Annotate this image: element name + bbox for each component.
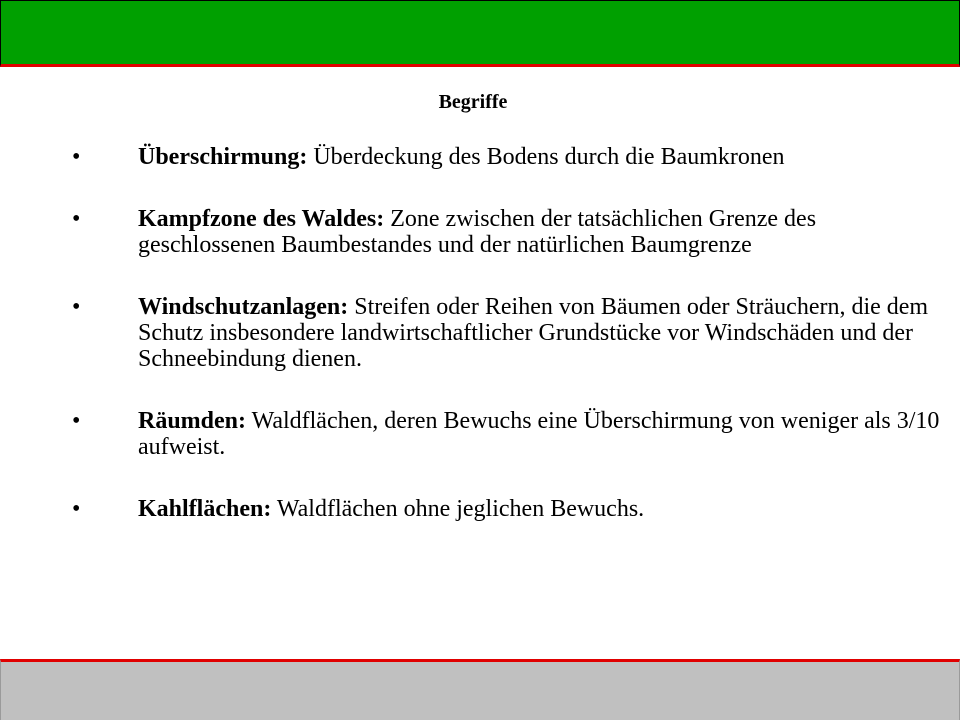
list-item — [72, 206, 942, 258]
term-label: Kahlflächen: — [138, 496, 272, 522]
term-label: Überschirmung: — [138, 144, 308, 170]
header-bar — [0, 0, 960, 67]
bullet-icon: • — [72, 496, 81, 522]
term-label: Kampfzone des Waldes: — [138, 206, 385, 232]
term-definition: Streifen oder Reihen von Bäumen oder Sträuchern, die dem Schutz insbesondere landwirtschaftlicher Grundstücke vor Windschäden und der Schneebindung dienen. — [138, 294, 929, 372]
term-definition: Waldflächen ohne jeglichen Bewuchs. — [271, 496, 645, 522]
footer-bar — [0, 659, 960, 720]
bullet-icon: • — [72, 294, 81, 320]
definition-list — [72, 144, 942, 558]
term-label: Räumden: — [138, 408, 247, 434]
list-item — [72, 294, 942, 372]
bullet-icon: • — [72, 144, 81, 170]
term-label: Windschutzanlagen: — [138, 294, 349, 320]
term-definition: Zone zwischen der tatsächlichen Grenze des geschlossenen Baumbestandes und der natürlichen Baumgrenze — [138, 206, 817, 258]
bullet-icon: • — [72, 206, 81, 232]
bullet-icon: • — [72, 408, 81, 434]
term-definition: Waldflächen, deren Bewuchs eine Überschirmung von weniger als 3/10 aufweist. — [138, 408, 940, 460]
list-item — [72, 408, 942, 460]
slide-title: Begriffe — [438, 91, 508, 113]
list-item — [72, 496, 942, 522]
list-item — [72, 144, 942, 170]
term-definition: Überdeckung des Bodens durch die Baumkronen — [307, 144, 785, 170]
